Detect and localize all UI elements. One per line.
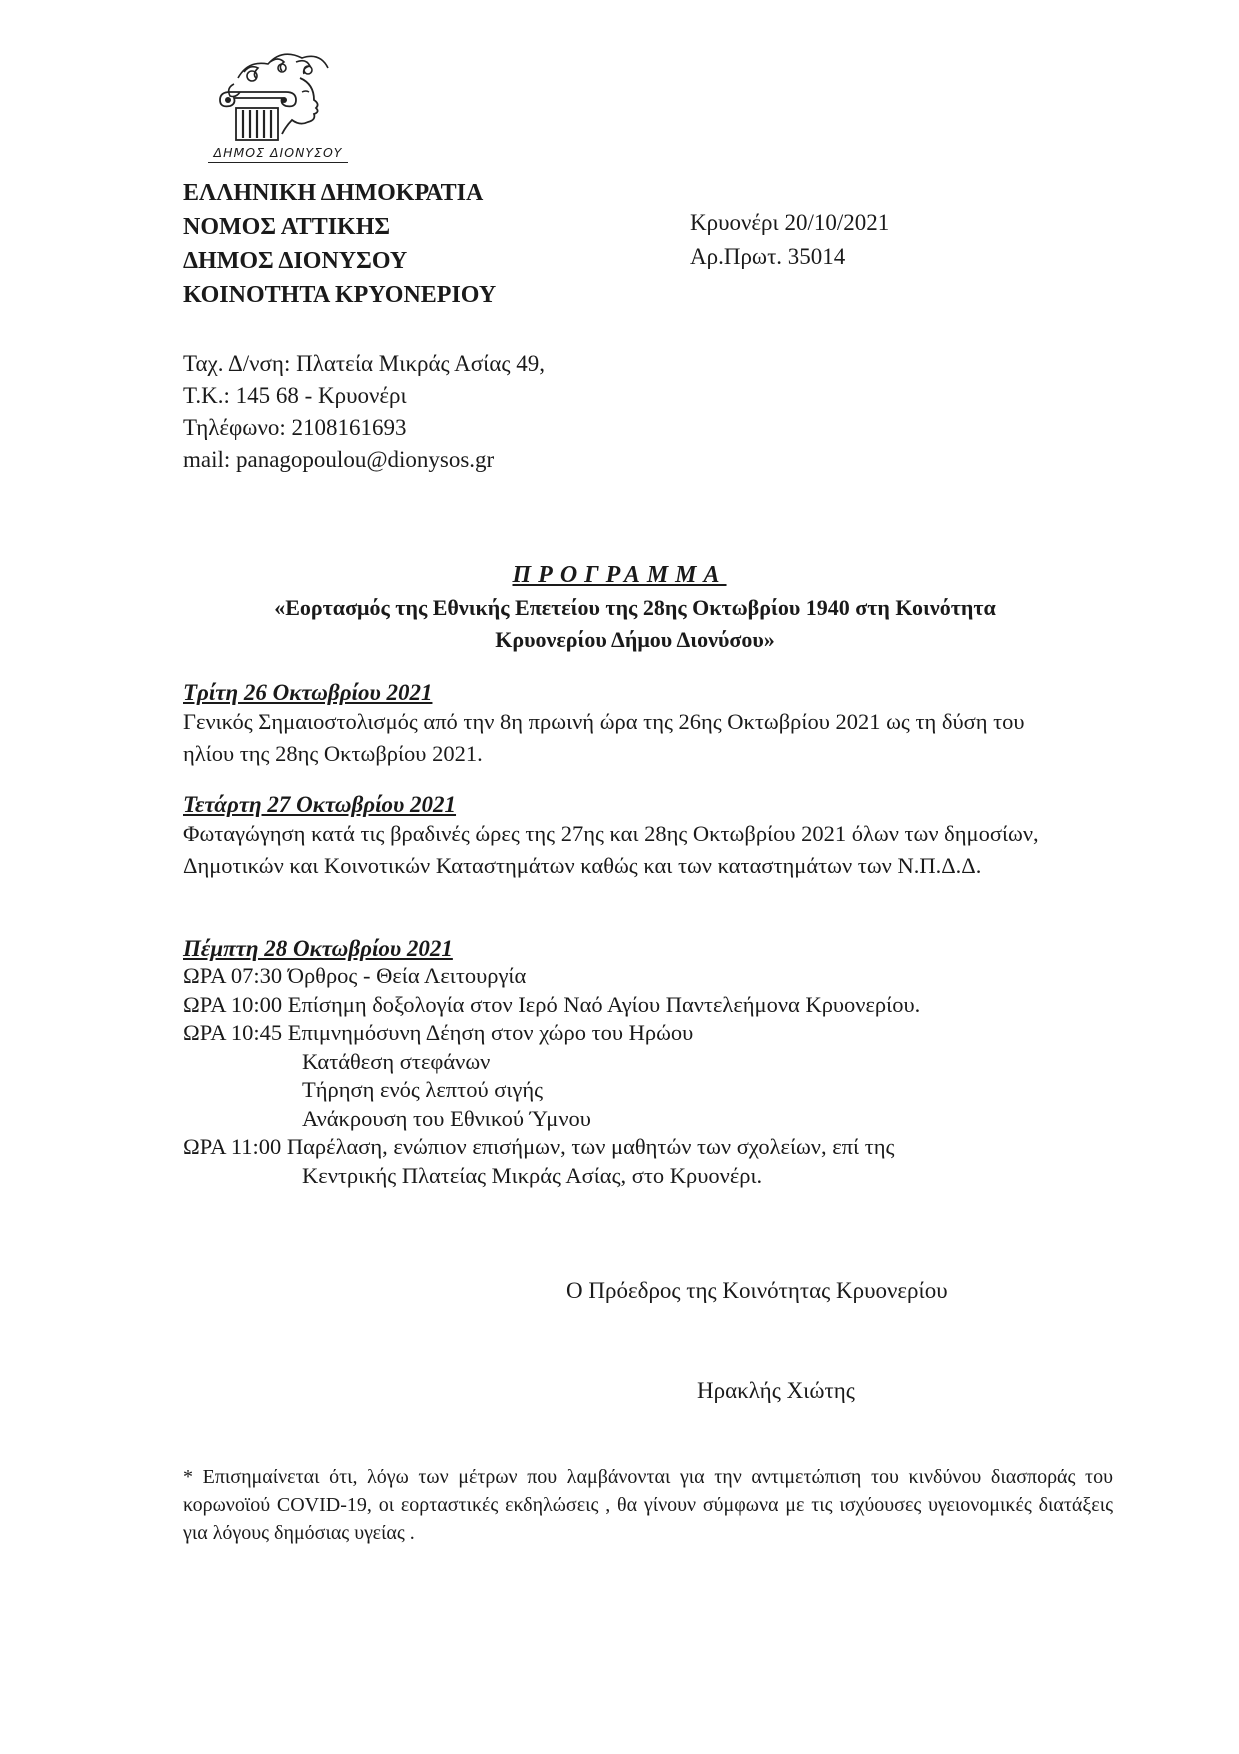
- schedule-subitem: Κεντρικής Πλατείας Μικράς Ασίας, στο Κρυονέρι.: [302, 1162, 763, 1188]
- day-description: Φωταγώγηση κατά τις βραδινές ώρες της 27ης και 28ης Οκτωβρίου 2021 όλων των δημοσίων, Δημοτικών και Κοινοτικών Καταστημάτων καθώς και των καταστημάτων των Ν.Π.Δ.Δ.: [183, 821, 1039, 878]
- day-heading: Τρίτη 26 Οκτωβρίου 2021: [183, 680, 433, 705]
- header-municipality: ΔΗΜΟΣ ΔΙΟΝΥΣΟΥ: [183, 248, 408, 274]
- day-section-wednesday: [183, 792, 1063, 882]
- logo-underline: [208, 162, 348, 163]
- header-country: ΕΛΛΗΝΙΚΗ ΔΗΜΟΚΡΑΤΙΑ: [183, 180, 484, 206]
- day-section-thursday: [183, 936, 1083, 1190]
- email-address: mail: panagopoulou@dionysos.gr: [183, 447, 495, 472]
- phone-number: Τηλέφωνο: 2108161693: [183, 415, 407, 440]
- program-subtitle-line2: Κρυονερίου Δήμου Διονύσου»: [495, 627, 775, 652]
- schedule-item: ΩΡΑ 10:45 Επιμνημόσυνη Δέηση στον χώρο του Ηρώου: [183, 1020, 694, 1045]
- schedule-subitem: Κατάθεση στεφάνων: [302, 1048, 491, 1074]
- signer-role: Ο Πρόεδρος της Κοινότητας Κρυονερίου: [566, 1278, 948, 1303]
- protocol-number: Αρ.Πρωτ. 35014: [690, 244, 846, 269]
- header-prefecture: ΝΟΜΟΣ ΑΤΤΙΚΗΣ: [183, 214, 391, 240]
- issuer-header: [183, 176, 496, 312]
- municipality-logo: [208, 48, 348, 170]
- schedule-item: ΩΡΑ 10:00 Επίσημη δοξολογία στον Ιερό Ναό Αγίου Παντελεήμονα Κρυονερίου.: [183, 991, 921, 1017]
- document-date: Κρυονέρι 20/10/2021: [690, 210, 890, 235]
- program-subtitle: [210, 592, 1060, 656]
- contact-address: [183, 348, 545, 476]
- day-heading: Τετάρτη 27 Οκτωβρίου 2021: [183, 792, 457, 817]
- header-community: ΚΟΙΝΟΤΗΤΑ ΚΡΥΟΝΕΡΙΟΥ: [183, 282, 497, 308]
- schedule-item: ΩΡΑ 07:30 Όρθρος - Θεία Λειτουργία: [183, 963, 527, 988]
- day-heading: Πέμπτη 28 Οκτωβρίου 2021: [183, 936, 453, 961]
- postal-address: Ταχ. Δ/νση: Πλατεία Μικράς Ασίας 49,: [183, 351, 546, 376]
- dionysus-head-column-icon: [208, 48, 348, 144]
- day-section-tuesday: [183, 680, 1043, 770]
- date-protocol-block: [690, 206, 889, 274]
- signer-name: Ηρακλής Χιώτης: [697, 1378, 855, 1403]
- covid-footnote: * Επισημαίνεται ότι, λόγω των μέτρων που λαμβάνονται για την αντιμετώπιση του κινδύνου διασποράς του κορωνοϊού COVID-19, οι εορταστικές εκδηλώσεις , θα γίνουν σύμφωνα με τις ισχύουσες υγειονομικές διατάξεις για λόγους δημόσιας υγείας .: [183, 1466, 1113, 1544]
- postal-code: Τ.Κ.: 145 68 - Κρυονέρι: [183, 383, 407, 408]
- logo-caption: ΔΗΜΟΣ ΔΙΟΝΥΣΟΥ: [213, 145, 343, 160]
- program-title: ΠΡΟΓΡΑΜΜΑ: [512, 562, 727, 588]
- day-description: Γενικός Σημαιοστολισμός από την 8η πρωινή ώρα της 26ης Οκτωβρίου 2021 ως τη δύση του ηλίου της 28ης Οκτωβρίου 2021.: [183, 709, 1025, 766]
- program-subtitle-line1: «Εορτασμός της Εθνικής Επετείου της 28ης Οκτωβρίου 1940 στη Κοινότητα: [274, 595, 996, 620]
- schedule-subitem: Ανάκρουση του Εθνικού Ύμνου: [302, 1105, 591, 1131]
- schedule-item: ΩΡΑ 11:00 Παρέλαση, ενώπιον επισήμων, των μαθητών των σχολείων, επί της: [183, 1134, 895, 1159]
- schedule-subitem: Τήρηση ενός λεπτού σιγής: [302, 1077, 544, 1102]
